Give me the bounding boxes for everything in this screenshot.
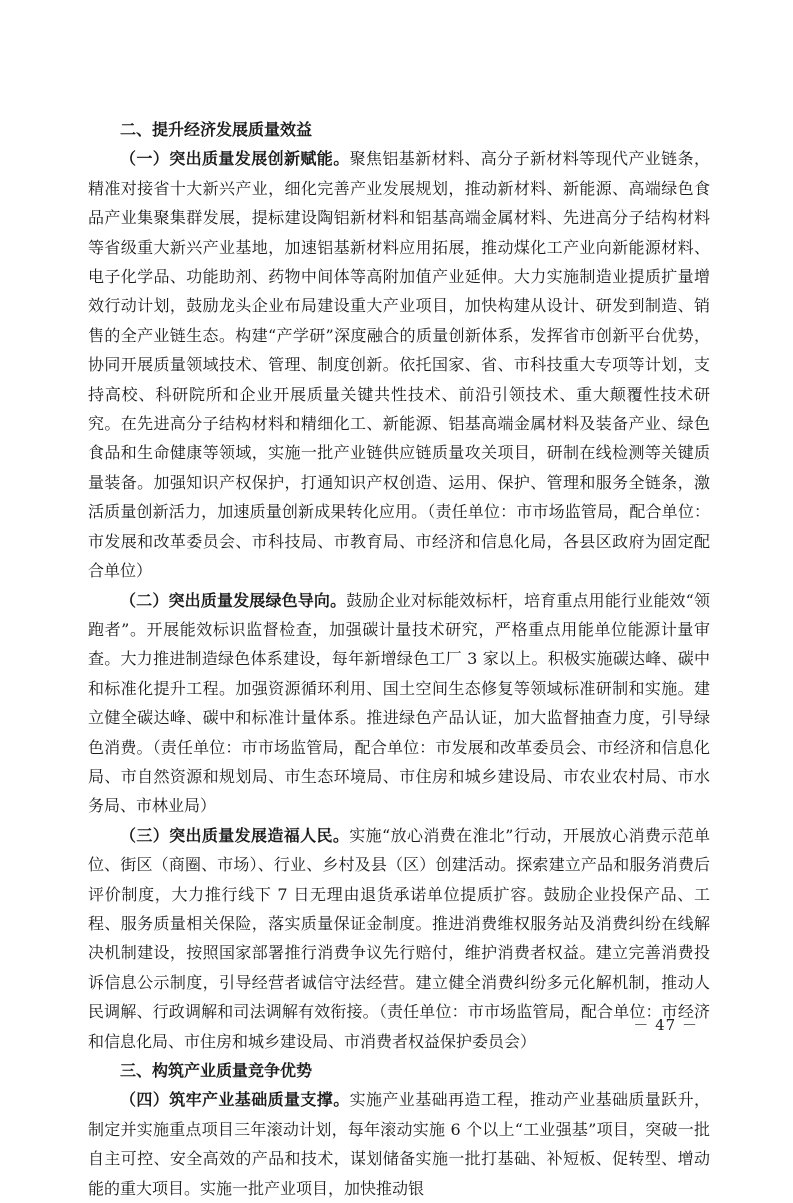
paragraph-green [88,586,710,821]
paragraph-people [88,821,710,1056]
section-heading-3: 三、构筑产业质量竞争优势 [120,1061,313,1080]
body-text [88,115,710,1203]
paragraph-body: 聚焦铝基新材料、高分子新材料等现代产业链条，精准对接省十大新兴产业，细化完善产业发展规划，推动新材料、新能源、高端绿色食品产业集聚集群发展，提标建设陶铝新材料和铝基高端金属材料、先进高分子结构材料等省级重大新兴产业基地，加速铝基新材料应用拓展，推动煤化工产业向新能源材料、电子化学品、功能助剂、药物中间体等高附加值产业延伸。大力实施制造业提质扩量增效行动计划，鼓励龙头企业布局建设重大产业项目，加快构建从设计、研发到制造、销售的全产业链生态。构建“产学研”深度融合的质量创新体系，发挥省市创新平台优势，协同开展质量领域技术、管理、制度创新。依托国家、省、市科技重大专项等计划，支持高校、科研院所和企业开展质量关键共性技术、前沿引领技术、重大颠覆性技术研究。在先进高分子结构材料和精细化工、新能源、铝基高端金属材料及装备产业、绿色食品和生命健康等领域，实施一批产业链供应链质量攻关项目，研制在线检测等关键质量装备。加强知识产权保护，打通知识产权创造、运用、保护、管理和服务全链条，激活质量创新活力，加速质量创新成果转化应用。（责任单位：市市场监管局，配合单位：市发展和改革委员会、市科技局、市教育局、市经济和信息化局，各县区政府为固定配合单位） [88,149,710,581]
paragraph-industry-base [88,1085,710,1203]
paragraph-lead: （三）突出质量发展造福人民。 [120,825,350,845]
section-heading-2: 二、提升经济发展质量效益 [120,120,313,139]
paragraph-innovation [88,144,710,585]
paragraph-lead: （一）突出质量发展创新赋能。 [120,149,350,169]
paragraph-body: 实施“放心消费在淮北”行动，开展放心消费示范单位、街区（商圈、市场）、行业、乡村及县（区）创建活动。探索建立产品和服务消费后评价制度，大力推行线下 7 日无理由退货承诺单位提质扩容。鼓励企业投保产品、工程、服务质量相关保险，落实质量保证金制度。推进消费维权服务站及消费纠纷在线解决机制建设，按照国家部署推行消费争议先行赔付，维护消费者权益。建立完善消费投诉信息公示制度，引导经营者诚信守法经营。建立健全消费纠纷多元化解机制，推动人民调解、行政调解和司法调解有效衔接。（责任单位：市市场监管局，配合单位：市经济和信息化局、市住房和城乡建设局、市消费者权益保护委员会） [88,825,710,1051]
paragraph-lead: （四）筑牢产业基础质量支撑。 [120,1090,350,1110]
paragraph-body: 实施产业基础再造工程，推动产业基础质量跃升，制定并实施重点项目三年滚动计划，每年滚动实施 6 个以上“工业强基”项目，突破一批自主可控、安全高效的产品和技术，谋划储备实施一批打基础、补短板、促转型、增动能的重大项目。实施一批产业项目，加快推动银 [88,1090,710,1198]
paragraph-body: 鼓励企业对标能效标杆，培育重点用能行业能效“领跑者”。开展能效标识监督检查，加强碳计量技术研究，严格重点用能单位能源计量审查。大力推进制造绿色体系建设，每年新增绿色工厂 3 家以上。积极实施碳达峰、碳中和标准化提升工程。加强资源循环利用、国土空间生态修复等领域标准研制和实施。建立健全碳达峰、碳中和标准计量体系。推进绿色产品认证，加大监督抽查力度，引导绿色消费。（责任单位：市市场监管局，配合单位：市发展和改革委员会、市经济和信息化局、市自然资源和规划局、市生态环境局、市住房和城乡建设局、市农业农村局、市水务局、市林业局） [88,590,710,816]
page-number: － 47 － [633,1016,698,1034]
paragraph-lead: （二）突出质量发展绿色导向。 [120,590,347,610]
